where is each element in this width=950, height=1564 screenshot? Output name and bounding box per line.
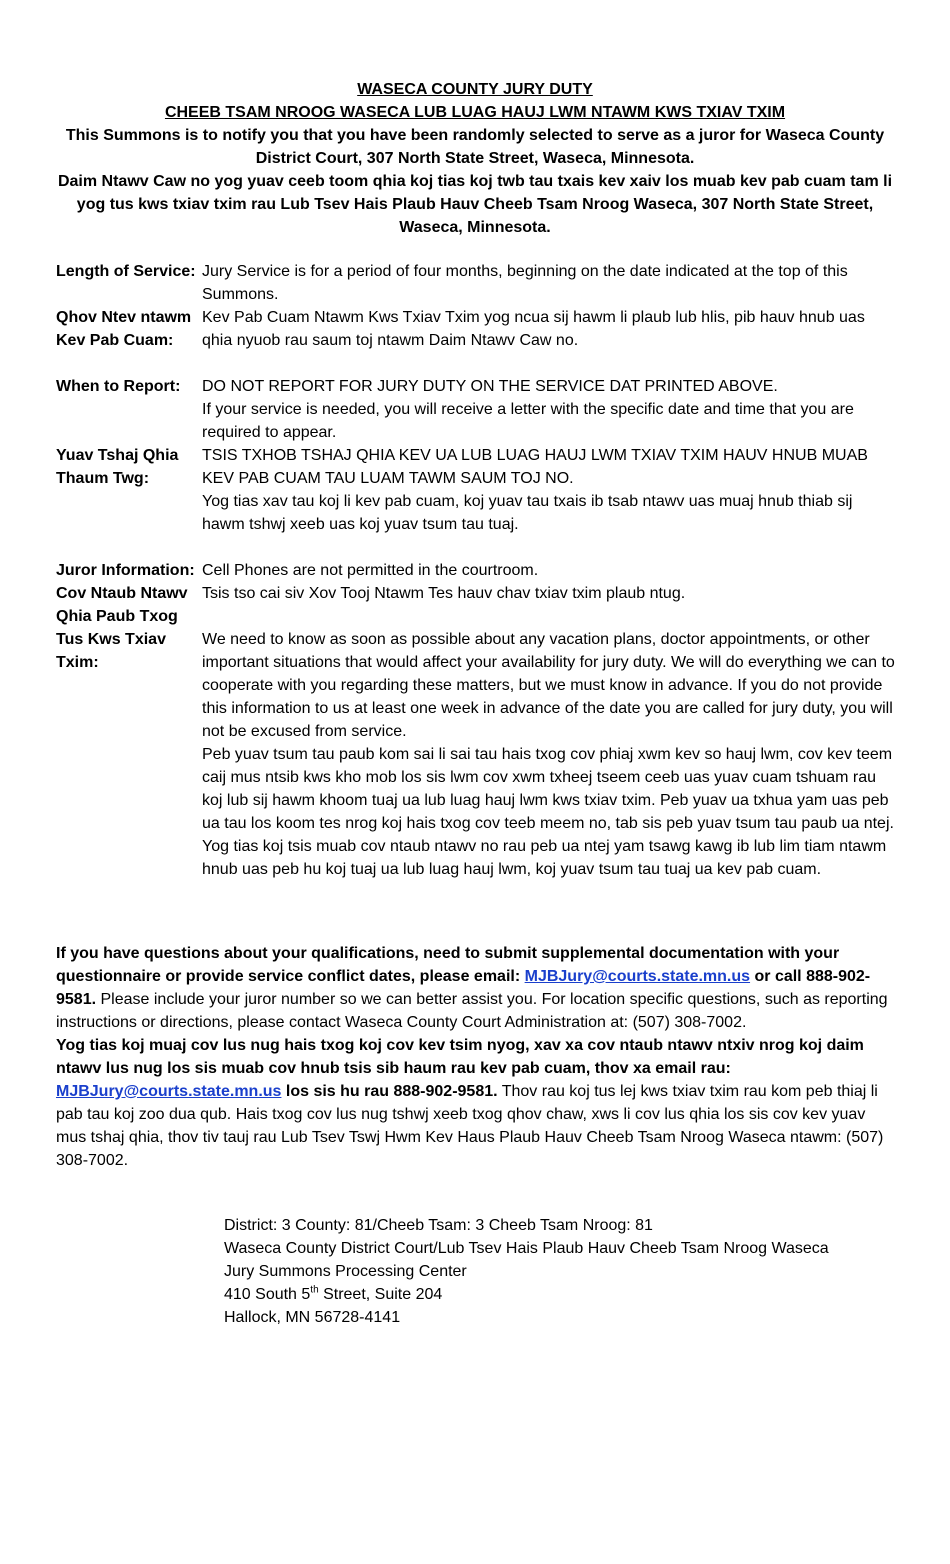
questions-en-plain: Please include your juror number so we can better assist you. For location specific questions, such as reporting instructions or directions, please contact Waseca County Court Administration at: (507) 308-7002. bbox=[56, 991, 888, 1031]
juror-label-en: Juror Information: bbox=[56, 562, 195, 579]
address-district: District: 3 County: 81/Cheeb Tsam: 3 Cheeb Tsam Nroog: 81 bbox=[224, 1217, 653, 1234]
questions-section bbox=[56, 942, 896, 1172]
report-label-hm: Yuav Tshaj Qhia Thaum Twg: bbox=[56, 447, 179, 487]
address-block bbox=[224, 1214, 904, 1329]
juror-text-en-1: Cell Phones are not permitted in the courtroom. bbox=[202, 562, 539, 579]
address-city: Hallock, MN 56728-4141 bbox=[224, 1309, 401, 1326]
email-link-hm[interactable]: MJBJury@courts.state.mn.us bbox=[56, 1083, 282, 1100]
address-court: Waseca County District Court/Lub Tsev Hais Plaub Hauv Cheeb Tsam Nroog Waseca bbox=[224, 1240, 829, 1257]
title-english: WASECA COUNTY JURY DUTY bbox=[357, 81, 593, 98]
questions-english bbox=[56, 942, 896, 1034]
address-center: Jury Summons Processing Center bbox=[224, 1263, 467, 1280]
intro-english: This Summons is to notify you that you have been randomly selected to serve as a juror for Waseca County District Court, 307 North State Street, Waseca, Minnesota. bbox=[65, 127, 885, 167]
questions-en-bold-1: If you have questions about your qualifications, need to submit supplemental documentation with your questionnaire or provide service conflict dates, please email: bbox=[56, 945, 840, 985]
report-text-en-2: If your service is needed, you will receive a letter with the specific date and time that you are required to appear. bbox=[202, 401, 854, 441]
report-text-hm-2: Yog tias xav tau koj li kev pab cuam, koj yuav tau txais ib tsab ntawv uas muaj hnub thiab sij hawm tshwj xeeb uas koj yuav tsum tau tuaj. bbox=[202, 493, 853, 533]
length-text-hm: Kev Pab Cuam Ntawm Kws Txiav Txim yog ncua sij hawm li plaub lub hlis, pib hauv hnub uas qhia nyuob rau saum toj ntawm Daim Ntawv Caw no. bbox=[202, 309, 865, 349]
questions-en-bold-2: or call 888-902-9581. bbox=[56, 968, 871, 1008]
intro-hmong: Daim Ntawv Caw no yog yuav ceeb toom qhia koj tias koj twb tau txais kev xaiv los muab kev pab cuam tam li yog tus kws txiav txim rau Lub Tsev Hais Plaub Hauv Cheeb Tsam Nroog Waseca, 307 North State Street, Waseca, Minnesota. bbox=[57, 173, 893, 236]
questions-hm-bold-1: Yog tias koj muaj cov lus nug hais txog koj cov kev tsim nyog, xav xa cov ntaub ntawv ntxiv nrog koj daim ntawv lus nug los sis muab cov hnub tsis sib haum rau kev pab cuam, thov xa email rau: bbox=[56, 1037, 864, 1077]
juror-text-hm-1: Tsis tso cai siv Xov Tooj Ntawm Tes hauv chav txiav txim plaub ntug. bbox=[202, 585, 686, 602]
address-street: 410 South 5th Street, Suite 204 bbox=[224, 1284, 443, 1303]
report-text-hm-1: TSIS TXHOB TSHAJ QHIA KEV UA LUB LUAG HAUJ LWM TXIAV TXIM HAUV HNUB MUAB KEV PAB CUAM TAU LUAM TAWM SAUM TOJ NO. bbox=[202, 447, 868, 487]
header bbox=[50, 78, 900, 239]
report-hm-row bbox=[56, 444, 896, 536]
juror-text-hm-2: Peb yuav tsum tau paub kom sai li sai tau hais txog cov phiaj xwm kev so hauj lwm, cov kev teem caij mus ntsib kws kho mob los sis lwm cov xwm txheej tseem ceeb uas yuav cuam tshuam rau koj lub sij hawm khoom tuaj ua lub luag hauj lwm kws txiav txim. Peb yuav ua txhua yam uas peb ua tau los koom tes nrog koj hais txog cov teeb meem no, tab sis peb yuav tsum tau paub ua ntej. Yog tias koj tsis muab cov ntaub ntawv no rau peb ua ntej yam tsawg kawg ib lub lim tiam ntawm hnub uas peb hu koj tuaj ua lub luag hauj lwm, koj yuav tsum tau tuaj ua kev pab cuam. bbox=[202, 746, 894, 878]
length-label-en: Length of Service: bbox=[56, 263, 196, 280]
length-text-en: Jury Service is for a period of four months, beginning on the date indicated at the top of this Summons. bbox=[202, 263, 848, 303]
questions-hm-bold-2: los sis hu rau 888-902-9581. bbox=[281, 1083, 498, 1100]
sections bbox=[56, 260, 896, 881]
questions-hmong bbox=[56, 1034, 896, 1172]
questions-hm-plain: Thov rau koj tus lej kws txiav txim rau kom peb thiaj li pab tau koj zoo dua qub. Hais txog cov lus nug tshwj xeeb txog qhov chaw, xws li cov lus qhia los sis cov kev yuav mus tshaj qhia, thov tiv tauj rau Lub Tsev Tswj Hwm Kev Haus Plaub Hauv Cheeb Tsam Nroog Waseca ntawm: (507) 308-7002. bbox=[56, 1083, 884, 1169]
report-label-en: When to Report: bbox=[56, 378, 181, 395]
report-en-row bbox=[56, 375, 896, 444]
email-link-en[interactable]: MJBJury@courts.state.mn.us bbox=[524, 968, 751, 985]
length-en-row bbox=[56, 260, 896, 306]
length-label-hm: Qhov Ntev ntawm Kev Pab Cuam: bbox=[56, 309, 192, 349]
title-hmong: CHEEB TSAM NROOG WASECA LUB LUAG HAUJ LWM NTAWM KWS TXIAV TXIM bbox=[164, 104, 786, 121]
juror-row bbox=[56, 559, 896, 881]
length-hm-row bbox=[56, 306, 896, 352]
juror-label-hm: Cov Ntaub Ntawv Qhia Paub Txog Tus Kws Txiav Txim: bbox=[56, 585, 188, 671]
report-text-en-1: DO NOT REPORT FOR JURY DUTY ON THE SERVICE DAT PRINTED ABOVE. bbox=[202, 378, 778, 395]
juror-text-en-2: We need to know as soon as possible about any vacation plans, doctor appointments, or other important situations that would affect your availability for jury duty. We will do everything we can to cooperate with you regarding these matters, but we must know in advance. If you do not provide this information to us at least one week in advance of the date you are called for jury duty, you will not be excused from service. bbox=[202, 631, 895, 740]
